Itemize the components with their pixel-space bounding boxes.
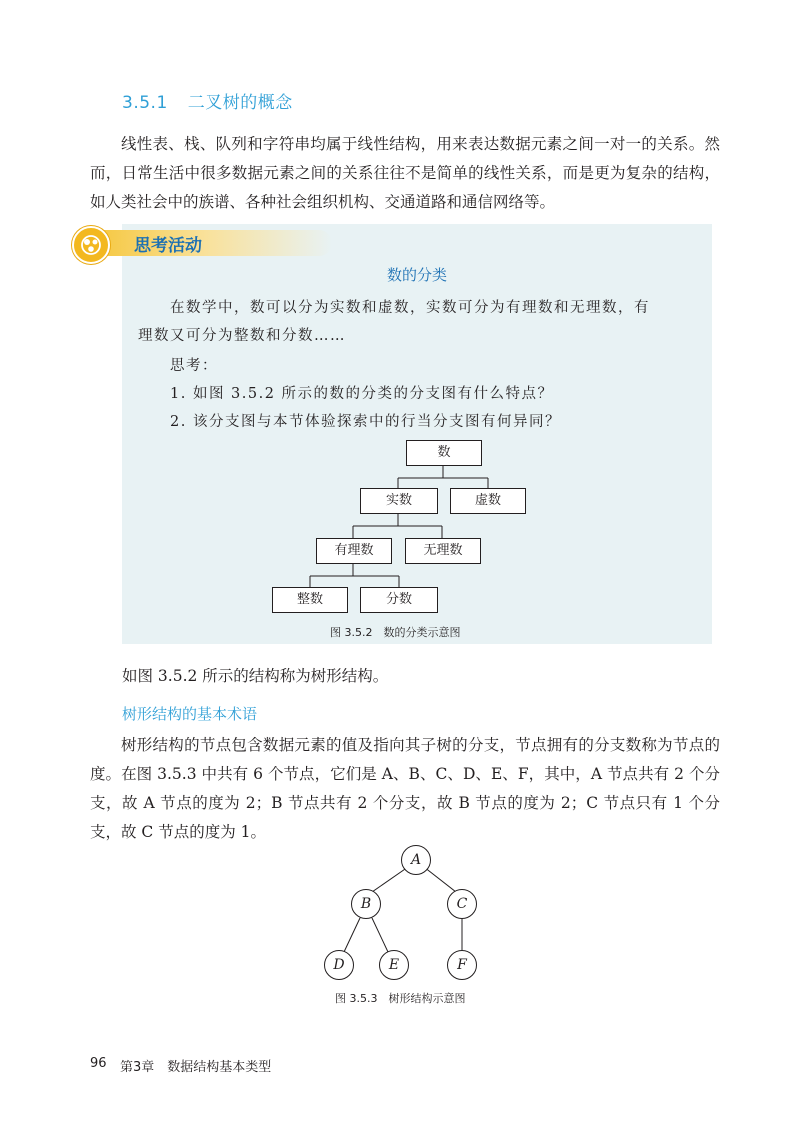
tree-structure-sentence: 如图 3.5.2 所示的结构称为树形结构。 (122, 667, 389, 685)
section-number: 3.5.1 (122, 93, 168, 113)
node-integer: 整数 (272, 587, 348, 613)
tree-node-d: D (324, 950, 354, 980)
node-fraction: 分数 (360, 587, 438, 613)
activity-label: 思考活动 (134, 236, 202, 256)
subsection-heading: 树形结构的基本术语 (122, 705, 258, 723)
node-imaginary: 虚数 (450, 488, 526, 514)
intro-paragraph: 线性表、栈、队列和字符串均属于线性结构，用来表达数据元素之间一对一的关系。然而，日常生活中很多数据元素之间的关系往往不是简单的线性关系，而是更为复杂的结构，如人类社会中的族谱、各种社会组织机构、交通道路和通信网络等。 (90, 135, 720, 211)
activity-body-line1: 在数学中，数可以分为实数和虚数，实数可分为有理数和无理数，有 (170, 300, 650, 316)
question-2: 2. 该分支图与本节体验探索中的行当分支图有何异同？ (170, 414, 561, 430)
tree-node-a: A (401, 845, 431, 875)
tree-node-f: F (447, 950, 477, 980)
page-number: 96 (90, 1056, 107, 1071)
node-rational: 有理数 (316, 538, 392, 564)
chapter-title: 第3章 数据结构基本类型 (120, 1060, 272, 1075)
section-title: 二叉树的概念 (187, 93, 293, 113)
activity-title: 数的分类 (386, 266, 447, 284)
node-real: 实数 (360, 488, 438, 514)
tree-node-b: B (351, 889, 381, 919)
figure-352-caption: 图 3.5.2 数的分类示意图 (330, 626, 461, 639)
think-label: 思考： (170, 358, 218, 374)
activity-body-line2: 理数又可分为整数和分数…… (138, 328, 346, 344)
tree-node-e: E (379, 950, 409, 980)
node-irrational: 无理数 (405, 538, 481, 564)
terms-paragraph: 树形结构的节点包含数据元素的值及指向其子树的分支，节点拥有的分支数称为节点的度。在图 3.5.3 中共有 6 个节点，它们是 A、B、C、D、E、F，其中，A 节点共有 2 个分支，故 A 节点的度为 2；B 节点共有 2 个分支，故 B 节点的度为 2；C 节点只有 1 个分支，故 C 节点的度为 1。 (90, 736, 720, 841)
node-number: 数 (406, 440, 482, 466)
question-1: 1. 如图 3.5.2 所示的数的分类的分支图有什么特点？ (170, 386, 554, 402)
figure-353-caption: 图 3.5.3 树形结构示意图 (335, 992, 466, 1005)
tree-node-c: C (447, 889, 477, 919)
